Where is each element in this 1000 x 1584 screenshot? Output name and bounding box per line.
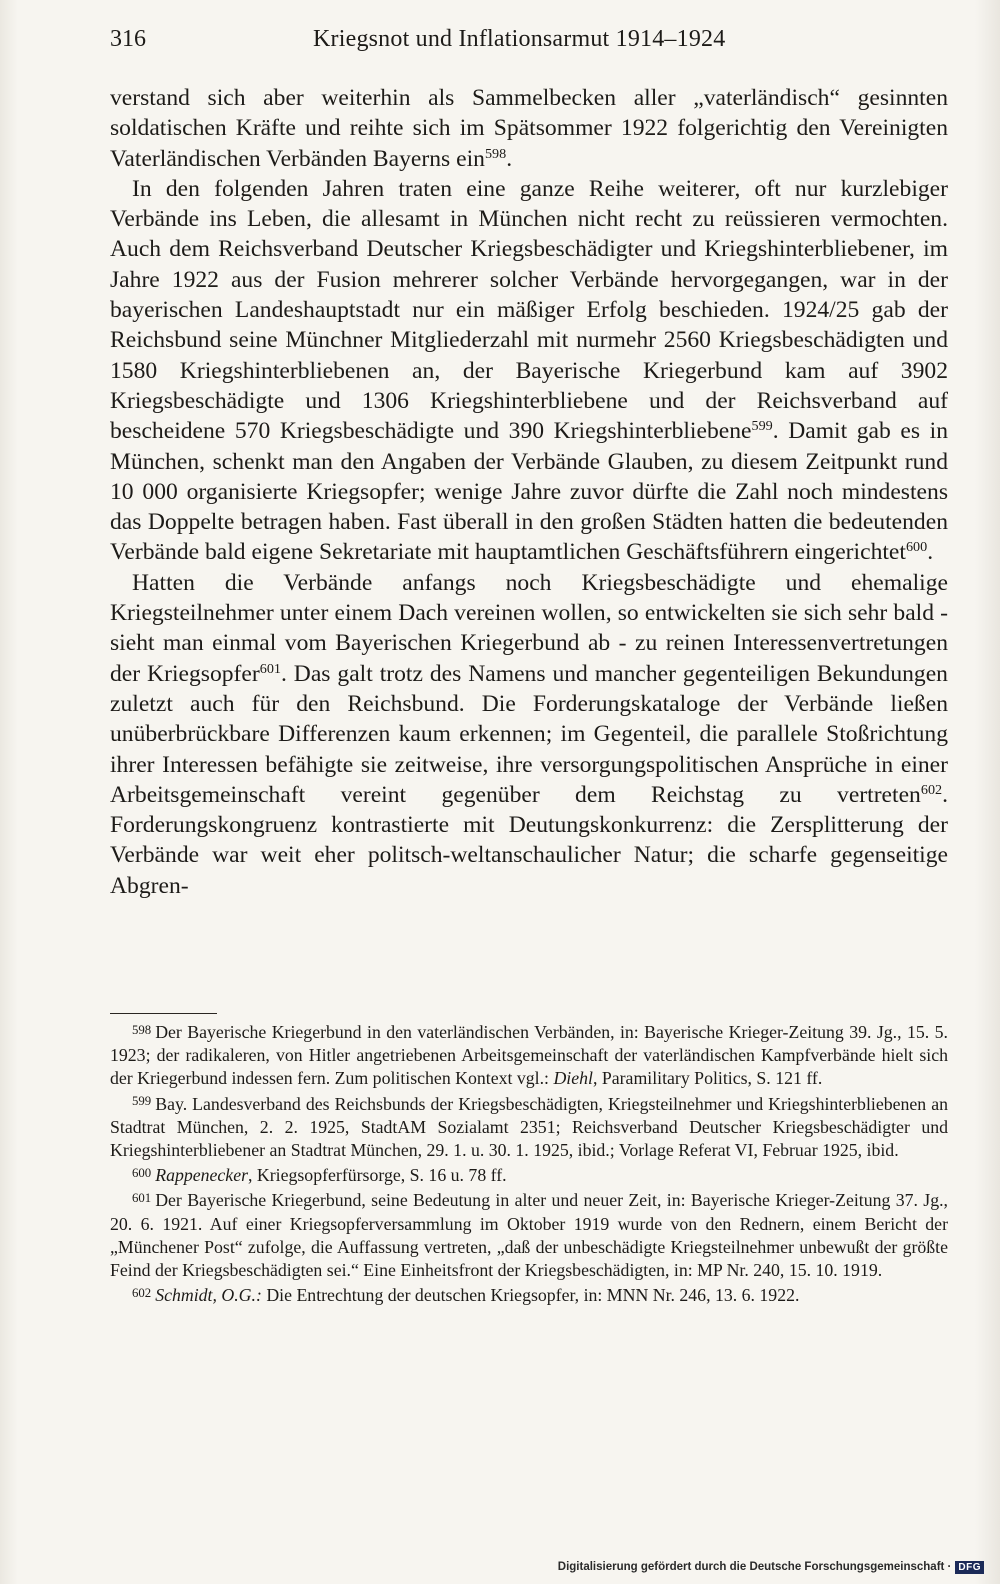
dfg-logo: DFG: [955, 1561, 984, 1574]
paragraph-1: [110, 83, 948, 174]
paragraph-text: . Damit gab es in München, schenkt man den Angaben der Verbände Glauben, zu diesem Zeitpunkt rund 10 000 organisierte Kriegsopfer; wenige Jahre zuvor dürfte die Zahl noch mindestens das Doppelte betragen haben. Fast überall in den großen Städten hatten die bedeutenden Verbände bald eigene Sekretariate mit hauptamtlichen Geschäftsführern eingerichtet: [110, 418, 948, 566]
body-text: [110, 83, 948, 901]
footnote-ref: 599: [751, 418, 773, 435]
footnotes: [110, 1021, 948, 1309]
paragraph-text: . Forderungskongruenz kontrastierte mit Deutungskonkurrenz: die Zersplitterung der Verbände war weit eher politsch-weltanschaulicher Natur; die scharfe gegenseitige Abgren-: [110, 781, 948, 899]
page-number: 316: [110, 26, 146, 52]
paragraph-text: In den folgenden Jahren traten eine ganze Reihe weiterer, oft nur kurzlebiger Verbände ins Leben, die allesamt in München nicht recht zu reüssieren vermochten. Auch dem Reichsverband Deutscher Kriegsbeschädigter und Kriegshinterbliebener, im Jahre 1922 aus der Fusion mehrerer solcher Verbände hervorgegangen, war in der bayerischen Landeshauptstadt nur ein mäßiger Erfolg beschieden. 1924/25 gab der Reichsbund seine Münchner Mitgliederzahl mit nurmehr 2560 Kriegsbeschädigten und 1580 Kriegshinterbliebenen an, der Bayerische Kriegerbund kam auf 3902 Kriegsbeschädigte und 1306 Kriegshinterbliebene und der Reichsverband auf bescheidene 570 Kriegsbeschädigte und 390 Kriegshinterbliebene: [110, 175, 948, 445]
footnote-599: [110, 1093, 948, 1163]
footnote-ref: 601: [259, 660, 281, 677]
running-title: Kriegsnot und Inflationsarmut 1914–1924: [313, 26, 726, 52]
paragraph-3: [110, 568, 948, 901]
footnote-602: [110, 1284, 948, 1307]
paragraph-text: .: [927, 539, 934, 566]
paragraph-text: verstand sich aber weiterhin als Sammelbecken aller „vaterländisch“ gesinnten soldatischen Kräfte und reihte sich im Spätsommer 1922 folgerichtig den Vereinigten Vaterländischen Verbänden Bayerns ein: [110, 85, 948, 172]
footnote-number: 602: [132, 1285, 152, 1300]
footnote-ref: 602: [920, 782, 943, 799]
footnote-text: Die Entrechtung der deutschen Kriegsopfer, in: MNN Nr. 246, 13. 6. 1922.: [261, 1285, 800, 1306]
paragraph-text: Hatten die Verbände anfangs noch Kriegsbeschädigte und ehemalige Kriegsteilnehmer unter einem Dach vereinen wollen, so entwickelten sie sich sehr bald - sieht man einmal vom Bayerischen Kriegerbund ab - zu reinen Interessenvertretungen der Kriegsopfer: [110, 569, 948, 687]
footnote-number: 601: [132, 1190, 152, 1205]
running-head: [110, 22, 948, 56]
footnote-600: [110, 1164, 948, 1187]
footnote-number: 599: [132, 1094, 152, 1109]
footnote-ref: 600: [905, 539, 928, 556]
footnote-text: , Paramilitary Politics, S. 121 ff.: [592, 1068, 823, 1089]
footnote-number: 598: [132, 1022, 152, 1037]
footnote-number: 600: [132, 1165, 152, 1180]
credit-text: Digitalisierung gefördert durch die Deutsche Forschungsgemeinschaft ·: [557, 1561, 952, 1573]
footnote-601: [110, 1189, 948, 1282]
paragraph-2: [110, 174, 948, 568]
footnote-text: Bay. Landesverband des Reichsbunds der Kriegsbeschädigten, Kriegsteilnehmer und Kriegshinterbliebenen an Stadtrat München, 2. 2. 1925, StadtAM Sozialamt 2351; Reichsverband Deutscher Kriegsbeschädigter und Kriegshinterbliebener an Stadtrat München, 29. 1. u. 30. 1. 1925, ibid.; Vorlage Referat VI, Februar 1925, ibid.: [110, 1093, 948, 1161]
digitization-credit: [558, 1558, 984, 1576]
footnote-text: Der Bayerische Kriegerbund in den vaterländischen Verbänden, in: Bayerische Krieger-Zeitung 39. Jg., 15. 5. 1923; der radikaleren, von Hitler angetriebenen Arbeitsgemeinschaft der vaterländischen Kampfverbände hielt sich der Kriegerbund indessen fern. Zum politischen Kontext vgl.:: [110, 1022, 948, 1089]
paragraph-text: . Das galt trotz des Namens und mancher gegenteiligen Bekundungen zuletzt auch für den Reichsbund. Die Forderungskataloge der Verbände ließen unüberbrückbare Differenzen kaum erkennen; im Gegenteil, die parallele Stoßrichtung ihrer Interessen befähigte sie zeitweise, ihre versorgungspolitischen Ansprüche in einer Arbeitsgemeinschaft vereint gegenüber dem Reichstag zu vertreten: [110, 660, 948, 808]
footnote-text: , Kriegsopferfürsorge, S. 16 u. 78 ff.: [248, 1165, 507, 1186]
footnote-text: Der Bayerische Kriegerbund, seine Bedeutung in alter und neuer Zeit, in: Bayerische Krieger-Zeitung 37. Jg., 20. 6. 1921. Auf einer Kriegsopferversammlung im Oktober 1919 wurde von den Rednern, einem Bericht der „Münchener Post“ zufolge, die Auffassung vertreten, „daß der unbeschädigte Kriegsteilnehmer unbewußt der größte Feind der Kriegsbeschädigten sei.“ Eine Einheitsfront der Kriegsbeschädigten, in: MP Nr. 240, 15. 10. 1919.: [110, 1190, 948, 1281]
footnote-598: [110, 1021, 948, 1091]
paragraph-text: .: [506, 145, 513, 172]
footnote-author: Diehl: [553, 1068, 593, 1089]
footnote-author: Rappenecker: [155, 1165, 249, 1186]
footnote-ref: 598: [484, 145, 507, 162]
footnote-author: Schmidt, O.G.:: [155, 1285, 262, 1306]
footnote-divider: [110, 1013, 217, 1014]
